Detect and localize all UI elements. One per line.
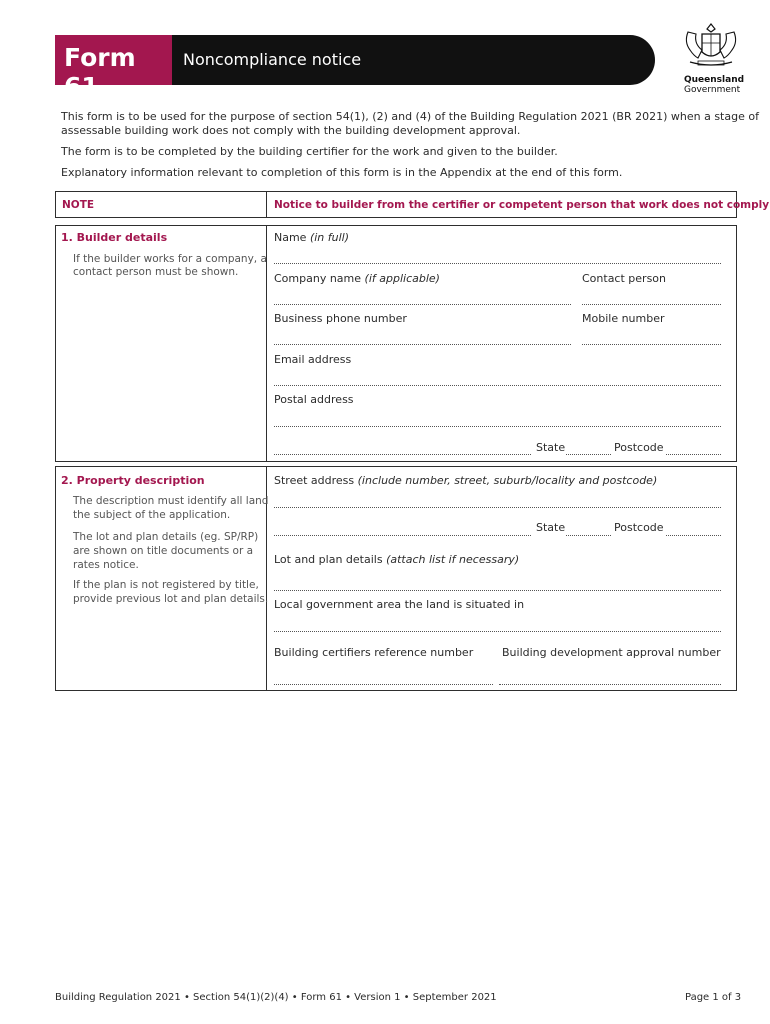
postal-state-field[interactable]: [566, 454, 611, 455]
street-address-field-line1[interactable]: [274, 507, 721, 508]
property-postcode-field[interactable]: [666, 535, 721, 536]
form-number: Form 61: [64, 43, 136, 101]
street-address-label-hint: (include number, street, suburb/locality and postcode): [357, 474, 658, 487]
intro-line-1: This form is to be used for the purpose of section 54(1), (2) and (4) of the Building Regulation 2021 (BR 2021) when a stage of: [61, 110, 759, 123]
postal-postcode-label: Postcode: [614, 441, 664, 454]
postal-address-field-line2[interactable]: [274, 454, 531, 455]
lot-plan-label-text: Lot and plan details: [274, 553, 383, 566]
intro-line-4: Explanatory information relevant to completion of this form is in the Appendix at the end of this form.: [61, 166, 623, 179]
email-label: Email address: [274, 353, 352, 366]
business-phone-label: Business phone number: [274, 312, 407, 325]
section2-heading: 2. Property description: [61, 474, 205, 487]
note-label: NOTE: [62, 199, 95, 211]
form-title: Noncompliance notice: [183, 50, 362, 69]
lot-plan-field[interactable]: [274, 590, 721, 591]
section2-note1-line1: The description must identify all land: [73, 495, 269, 507]
government-line2: Government: [684, 85, 741, 95]
intro-line-2: assessable building work does not comply with the building development approval.: [61, 124, 521, 137]
section2-note3-line1: If the plan is not registered by title,: [73, 579, 259, 591]
certifier-reference-label: Building certifiers reference number: [274, 646, 474, 659]
company-name-label-text: Company name: [274, 272, 362, 285]
section1-note-line1: If the builder works for a company, a: [73, 253, 267, 265]
street-address-label: [274, 474, 657, 487]
street-address-field-line2[interactable]: [274, 535, 531, 536]
government-line1: Queensland: [684, 75, 745, 85]
street-address-label-text: Street address: [274, 474, 355, 487]
section1-heading: 1. Builder details: [61, 231, 168, 244]
postal-address-label: Postal address: [274, 393, 354, 406]
intro-line-3: The form is to be completed by the building certifier for the work and given to the builder.: [61, 145, 558, 158]
postal-address-field-line1[interactable]: [274, 426, 721, 427]
company-name-label-hint: (if applicable): [364, 272, 440, 285]
property-state-label: State: [536, 521, 566, 534]
section2-note2-line3: rates notice.: [73, 559, 139, 571]
section2-note2-line1: The lot and plan details (eg. SP/RP): [73, 531, 259, 543]
name-label-text: Name: [274, 231, 307, 244]
mobile-field[interactable]: [582, 344, 721, 345]
form-number-badge: [55, 35, 172, 101]
name-field[interactable]: [274, 263, 721, 264]
name-label: [274, 231, 349, 244]
postal-state-label: State: [536, 441, 566, 454]
postal-postcode-field[interactable]: [666, 454, 721, 455]
lot-plan-label-hint: (attach list if necessary): [386, 553, 520, 566]
certifier-reference-field[interactable]: [274, 684, 493, 685]
lot-plan-label: [274, 553, 519, 566]
contact-person-field[interactable]: [582, 304, 721, 305]
company-name-field[interactable]: [274, 304, 571, 305]
section2-note1-line2: the subject of the application.: [73, 509, 231, 521]
approval-number-label: Building development approval number: [502, 646, 721, 659]
lga-label: Local government area the land is situated in: [274, 598, 525, 611]
email-field[interactable]: [274, 385, 721, 386]
property-postcode-label: Postcode: [614, 521, 664, 534]
note-divider: [266, 192, 267, 217]
company-name-label: [274, 272, 440, 285]
property-state-field[interactable]: [566, 535, 611, 536]
queensland-crest-icon: [682, 20, 740, 72]
footer-reference: Building Regulation 2021 • Section 54(1)(2)(4) • Form 61 • Version 1 • September 2021: [55, 992, 497, 1003]
section1-note-line2: contact person must be shown.: [73, 266, 239, 278]
section2-note3-line2: provide previous lot and plan details.: [73, 593, 269, 605]
government-wordmark: [684, 75, 746, 95]
section2-note2-line2: are shown on title documents or a: [73, 545, 254, 557]
business-phone-field[interactable]: [274, 344, 571, 345]
approval-number-field[interactable]: [499, 684, 721, 685]
lga-field[interactable]: [274, 631, 721, 632]
mobile-label: Mobile number: [582, 312, 665, 325]
name-label-hint: (in full): [309, 231, 350, 244]
note-heading: Notice to builder from the certifier or competent person that work does not comply: [274, 199, 770, 211]
contact-person-label: Contact person: [582, 272, 666, 285]
page-number: Page 1 of 3: [685, 992, 742, 1003]
